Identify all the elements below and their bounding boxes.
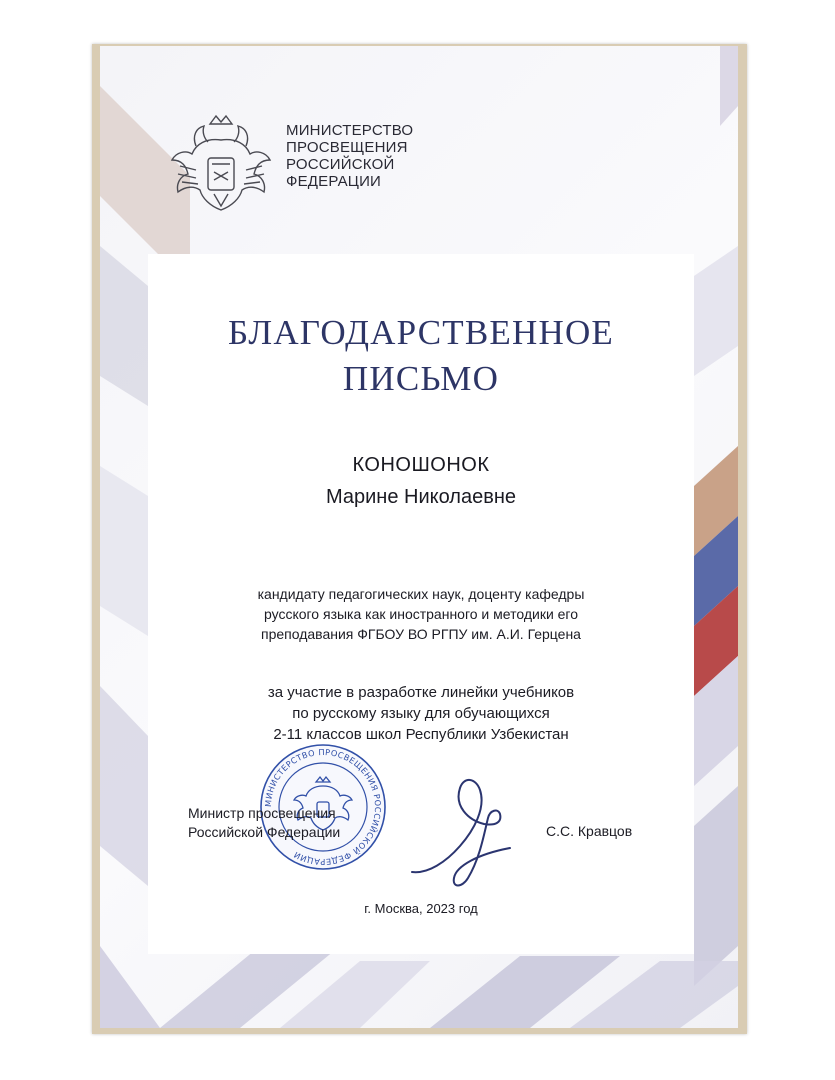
place-and-date: г. Москва, 2023 год <box>364 901 478 916</box>
award-reason-line: за участие в разработке линейки учебников <box>267 684 575 701</box>
ministry-line: РОССИЙСКОЙ <box>286 156 395 173</box>
award-reason-line: 2-11 классов школ Республики Узбекистан <box>273 726 569 743</box>
ministry-name <box>286 122 413 190</box>
ministry-line: ПРОСВЕЩЕНИЯ <box>286 139 408 156</box>
recipient-position-line: преподавания ФГБОУ ВО РГПУ им. А.И. Герцена <box>261 626 581 642</box>
ministry-line: ФЕДЕРАЦИИ <box>286 173 382 190</box>
recipient-position-line: кандидату педагогических наук, доценту кафедры <box>257 586 585 602</box>
handwritten-signature <box>398 754 528 894</box>
letter-card <box>148 254 694 954</box>
signer-position-line: Российской Федерации <box>188 824 341 840</box>
signer-position-line: Министр просвещения <box>188 805 336 821</box>
recipient-position <box>148 584 694 644</box>
ministry-line: МИНИСТЕРСТВО <box>286 122 414 139</box>
document-title <box>148 310 694 402</box>
stamp-ring-text: МИНИСТЕРСТВО ПРОСВЕЩЕНИЯ РОССИЙСКОЙ ФЕДЕРАЦИИ <box>262 746 384 868</box>
award-reason-line: по русскому языку для обучающихся <box>292 705 550 722</box>
award-reason <box>148 682 694 745</box>
double-headed-eagle-emblem-icon <box>166 110 276 220</box>
signer-name: С.С. Кравцов <box>546 823 633 839</box>
signer-position <box>188 804 340 842</box>
document-title-line: ПИСЬМО <box>342 359 500 398</box>
recipient-surname: КОНОШОНОК <box>352 454 490 476</box>
recipient-name: Марине Николаевне <box>325 486 516 508</box>
document-title-line: БЛАГОДАРСТВЕННОЕ <box>227 313 615 352</box>
certificate-sheet <box>100 46 738 1028</box>
recipient-position-line: русского языка как иностранного и методики его <box>263 606 579 622</box>
